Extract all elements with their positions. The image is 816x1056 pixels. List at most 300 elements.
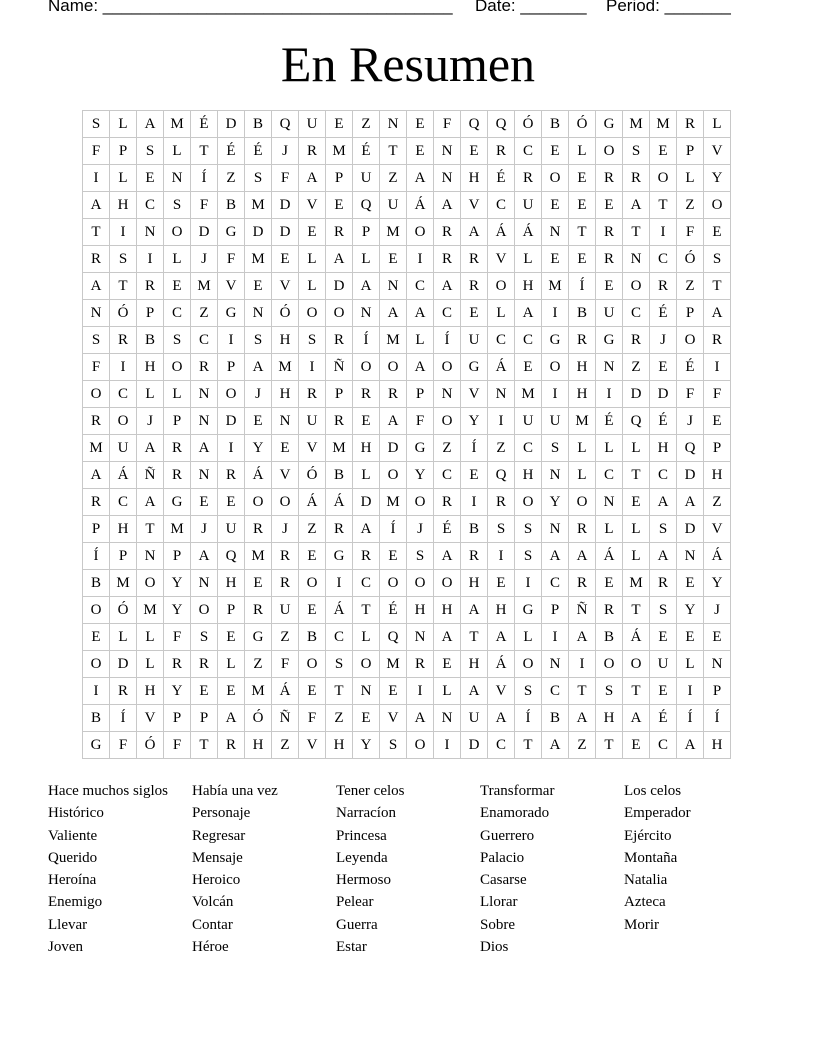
grid-cell[interactable]: N bbox=[434, 381, 461, 408]
grid-cell[interactable]: E bbox=[461, 138, 488, 165]
grid-cell[interactable]: D bbox=[326, 273, 353, 300]
grid-cell[interactable]: Ñ bbox=[326, 354, 353, 381]
grid-cell[interactable]: E bbox=[191, 678, 218, 705]
grid-cell[interactable]: V bbox=[380, 705, 407, 732]
grid-cell[interactable]: H bbox=[596, 705, 623, 732]
grid-cell[interactable]: C bbox=[596, 462, 623, 489]
grid-cell[interactable]: É bbox=[650, 705, 677, 732]
grid-cell[interactable]: O bbox=[299, 300, 326, 327]
grid-cell[interactable]: Y bbox=[407, 462, 434, 489]
grid-cell[interactable]: Ó bbox=[569, 111, 596, 138]
grid-cell[interactable]: Á bbox=[488, 219, 515, 246]
grid-cell[interactable]: É bbox=[650, 408, 677, 435]
grid-cell[interactable]: A bbox=[542, 543, 569, 570]
grid-cell[interactable]: B bbox=[83, 705, 110, 732]
grid-cell[interactable]: P bbox=[110, 543, 137, 570]
grid-cell[interactable]: J bbox=[677, 408, 704, 435]
grid-cell[interactable]: S bbox=[650, 597, 677, 624]
grid-cell[interactable]: Ó bbox=[110, 597, 137, 624]
grid-cell[interactable]: T bbox=[191, 138, 218, 165]
grid-cell[interactable]: U bbox=[110, 435, 137, 462]
grid-cell[interactable]: Z bbox=[623, 354, 650, 381]
grid-cell[interactable]: L bbox=[623, 543, 650, 570]
grid-cell[interactable]: V bbox=[704, 138, 731, 165]
grid-cell[interactable]: Z bbox=[218, 165, 245, 192]
grid-cell[interactable]: P bbox=[542, 597, 569, 624]
grid-cell[interactable]: N bbox=[434, 138, 461, 165]
grid-cell[interactable]: Q bbox=[488, 462, 515, 489]
grid-cell[interactable]: E bbox=[434, 651, 461, 678]
grid-cell[interactable]: E bbox=[272, 246, 299, 273]
grid-cell[interactable]: N bbox=[596, 354, 623, 381]
grid-cell[interactable]: I bbox=[650, 219, 677, 246]
period-field[interactable]: Period: _______ bbox=[606, 0, 731, 15]
grid-cell[interactable]: R bbox=[164, 462, 191, 489]
grid-cell[interactable]: N bbox=[245, 300, 272, 327]
grid-cell[interactable]: E bbox=[407, 111, 434, 138]
grid-cell[interactable]: P bbox=[326, 165, 353, 192]
grid-cell[interactable]: B bbox=[299, 624, 326, 651]
grid-cell[interactable]: Á bbox=[326, 489, 353, 516]
grid-cell[interactable]: A bbox=[326, 246, 353, 273]
grid-cell[interactable]: A bbox=[650, 543, 677, 570]
grid-cell[interactable]: A bbox=[380, 300, 407, 327]
grid-cell[interactable]: M bbox=[245, 543, 272, 570]
grid-cell[interactable]: P bbox=[218, 597, 245, 624]
grid-cell[interactable]: H bbox=[137, 678, 164, 705]
grid-cell[interactable]: M bbox=[191, 273, 218, 300]
grid-cell[interactable]: A bbox=[137, 489, 164, 516]
grid-cell[interactable]: R bbox=[650, 273, 677, 300]
grid-cell[interactable]: O bbox=[569, 489, 596, 516]
grid-cell[interactable]: M bbox=[245, 678, 272, 705]
grid-cell[interactable]: B bbox=[83, 570, 110, 597]
grid-cell[interactable]: L bbox=[515, 624, 542, 651]
grid-cell[interactable]: O bbox=[542, 354, 569, 381]
grid-cell[interactable]: A bbox=[353, 273, 380, 300]
grid-cell[interactable]: Ó bbox=[272, 300, 299, 327]
grid-cell[interactable]: E bbox=[542, 138, 569, 165]
grid-cell[interactable]: D bbox=[677, 462, 704, 489]
grid-cell[interactable]: E bbox=[677, 624, 704, 651]
grid-cell[interactable]: M bbox=[83, 435, 110, 462]
grid-cell[interactable]: Y bbox=[542, 489, 569, 516]
grid-cell[interactable]: O bbox=[191, 597, 218, 624]
grid-cell[interactable]: J bbox=[245, 381, 272, 408]
grid-cell[interactable]: R bbox=[434, 219, 461, 246]
grid-cell[interactable]: P bbox=[164, 408, 191, 435]
grid-cell[interactable]: C bbox=[434, 462, 461, 489]
grid-cell[interactable]: I bbox=[488, 408, 515, 435]
grid-cell[interactable]: A bbox=[461, 597, 488, 624]
grid-cell[interactable]: Q bbox=[677, 435, 704, 462]
grid-cell[interactable]: A bbox=[569, 705, 596, 732]
grid-cell[interactable]: I bbox=[677, 678, 704, 705]
grid-cell[interactable]: Á bbox=[407, 192, 434, 219]
grid-cell[interactable]: A bbox=[83, 273, 110, 300]
grid-cell[interactable]: E bbox=[704, 219, 731, 246]
grid-cell[interactable]: P bbox=[704, 435, 731, 462]
grid-cell[interactable]: P bbox=[83, 516, 110, 543]
grid-cell[interactable]: R bbox=[488, 489, 515, 516]
grid-cell[interactable]: I bbox=[83, 678, 110, 705]
grid-cell[interactable]: S bbox=[542, 435, 569, 462]
grid-cell[interactable]: V bbox=[218, 273, 245, 300]
grid-cell[interactable]: M bbox=[515, 381, 542, 408]
grid-cell[interactable]: J bbox=[272, 138, 299, 165]
grid-cell[interactable]: F bbox=[407, 408, 434, 435]
grid-cell[interactable]: M bbox=[326, 435, 353, 462]
grid-cell[interactable]: E bbox=[461, 462, 488, 489]
grid-cell[interactable]: A bbox=[407, 705, 434, 732]
grid-cell[interactable]: T bbox=[623, 219, 650, 246]
grid-cell[interactable]: E bbox=[650, 354, 677, 381]
grid-cell[interactable]: E bbox=[245, 408, 272, 435]
grid-cell[interactable]: Y bbox=[461, 408, 488, 435]
grid-cell[interactable]: P bbox=[164, 705, 191, 732]
grid-cell[interactable]: V bbox=[461, 192, 488, 219]
grid-cell[interactable]: O bbox=[596, 138, 623, 165]
grid-cell[interactable]: G bbox=[515, 597, 542, 624]
grid-cell[interactable]: B bbox=[542, 705, 569, 732]
grid-cell[interactable]: M bbox=[623, 111, 650, 138]
grid-cell[interactable]: S bbox=[164, 192, 191, 219]
grid-cell[interactable]: H bbox=[569, 354, 596, 381]
grid-cell[interactable]: S bbox=[407, 543, 434, 570]
grid-cell[interactable]: B bbox=[218, 192, 245, 219]
grid-cell[interactable]: E bbox=[380, 246, 407, 273]
grid-cell[interactable]: L bbox=[110, 165, 137, 192]
grid-cell[interactable]: O bbox=[623, 273, 650, 300]
grid-cell[interactable]: R bbox=[218, 732, 245, 759]
grid-cell[interactable]: Z bbox=[434, 435, 461, 462]
grid-cell[interactable]: H bbox=[569, 381, 596, 408]
grid-cell[interactable]: E bbox=[218, 678, 245, 705]
grid-cell[interactable]: A bbox=[83, 462, 110, 489]
grid-cell[interactable]: F bbox=[164, 732, 191, 759]
grid-cell[interactable]: S bbox=[245, 327, 272, 354]
grid-cell[interactable]: O bbox=[704, 192, 731, 219]
grid-cell[interactable]: E bbox=[299, 678, 326, 705]
grid-cell[interactable]: A bbox=[434, 543, 461, 570]
grid-cell[interactable]: H bbox=[461, 165, 488, 192]
grid-cell[interactable]: I bbox=[218, 435, 245, 462]
grid-cell[interactable]: T bbox=[704, 273, 731, 300]
grid-cell[interactable]: F bbox=[272, 165, 299, 192]
grid-cell[interactable]: M bbox=[272, 354, 299, 381]
grid-cell[interactable]: S bbox=[299, 327, 326, 354]
date-field[interactable]: Date: _______ bbox=[475, 0, 587, 15]
grid-cell[interactable]: A bbox=[623, 705, 650, 732]
grid-cell[interactable]: O bbox=[650, 165, 677, 192]
grid-cell[interactable]: E bbox=[569, 165, 596, 192]
grid-cell[interactable]: R bbox=[326, 408, 353, 435]
grid-cell[interactable]: R bbox=[461, 246, 488, 273]
grid-cell[interactable]: Ó bbox=[299, 462, 326, 489]
grid-cell[interactable]: G bbox=[596, 327, 623, 354]
grid-cell[interactable]: B bbox=[596, 624, 623, 651]
grid-cell[interactable]: R bbox=[326, 516, 353, 543]
grid-cell[interactable]: J bbox=[191, 516, 218, 543]
grid-cell[interactable]: N bbox=[380, 273, 407, 300]
grid-cell[interactable]: S bbox=[515, 516, 542, 543]
grid-cell[interactable]: A bbox=[380, 408, 407, 435]
grid-cell[interactable]: G bbox=[164, 489, 191, 516]
grid-cell[interactable]: C bbox=[542, 678, 569, 705]
grid-cell[interactable]: E bbox=[488, 570, 515, 597]
grid-cell[interactable]: O bbox=[623, 651, 650, 678]
grid-cell[interactable]: O bbox=[677, 327, 704, 354]
grid-cell[interactable]: L bbox=[569, 435, 596, 462]
grid-cell[interactable]: I bbox=[488, 543, 515, 570]
grid-cell[interactable]: E bbox=[245, 273, 272, 300]
grid-cell[interactable]: J bbox=[137, 408, 164, 435]
grid-cell[interactable]: O bbox=[137, 570, 164, 597]
grid-cell[interactable]: U bbox=[515, 192, 542, 219]
grid-cell[interactable]: I bbox=[326, 570, 353, 597]
grid-cell[interactable]: A bbox=[623, 192, 650, 219]
grid-cell[interactable]: F bbox=[218, 246, 245, 273]
grid-cell[interactable]: S bbox=[515, 543, 542, 570]
grid-cell[interactable]: A bbox=[704, 300, 731, 327]
grid-cell[interactable]: Q bbox=[353, 192, 380, 219]
grid-cell[interactable]: E bbox=[353, 408, 380, 435]
grid-cell[interactable]: R bbox=[569, 327, 596, 354]
grid-cell[interactable]: L bbox=[218, 651, 245, 678]
grid-cell[interactable]: G bbox=[596, 111, 623, 138]
grid-cell[interactable]: O bbox=[380, 354, 407, 381]
grid-cell[interactable]: R bbox=[83, 408, 110, 435]
name-field[interactable]: Name: _____________________________________ bbox=[48, 0, 453, 15]
grid-cell[interactable]: A bbox=[542, 732, 569, 759]
grid-cell[interactable]: N bbox=[191, 408, 218, 435]
grid-cell[interactable]: N bbox=[542, 462, 569, 489]
grid-cell[interactable]: O bbox=[380, 462, 407, 489]
grid-cell[interactable]: Z bbox=[488, 435, 515, 462]
grid-cell[interactable]: Á bbox=[110, 462, 137, 489]
grid-cell[interactable]: A bbox=[461, 219, 488, 246]
grid-cell[interactable]: A bbox=[434, 273, 461, 300]
grid-cell[interactable]: M bbox=[164, 516, 191, 543]
grid-cell[interactable]: I bbox=[434, 732, 461, 759]
grid-cell[interactable]: E bbox=[272, 435, 299, 462]
grid-cell[interactable]: D bbox=[623, 381, 650, 408]
grid-cell[interactable]: O bbox=[434, 408, 461, 435]
grid-cell[interactable]: E bbox=[326, 192, 353, 219]
grid-cell[interactable]: O bbox=[353, 354, 380, 381]
grid-cell[interactable]: R bbox=[704, 327, 731, 354]
grid-cell[interactable]: E bbox=[650, 678, 677, 705]
grid-cell[interactable]: N bbox=[137, 543, 164, 570]
grid-cell[interactable]: P bbox=[218, 354, 245, 381]
grid-cell[interactable]: I bbox=[542, 624, 569, 651]
grid-cell[interactable]: R bbox=[245, 597, 272, 624]
grid-cell[interactable]: B bbox=[245, 111, 272, 138]
grid-cell[interactable]: R bbox=[164, 435, 191, 462]
grid-cell[interactable]: É bbox=[596, 408, 623, 435]
grid-cell[interactable]: Q bbox=[218, 543, 245, 570]
grid-cell[interactable]: B bbox=[461, 516, 488, 543]
grid-cell[interactable]: R bbox=[623, 327, 650, 354]
grid-cell[interactable]: O bbox=[83, 381, 110, 408]
grid-cell[interactable]: Z bbox=[677, 273, 704, 300]
grid-cell[interactable]: Ó bbox=[245, 705, 272, 732]
grid-cell[interactable]: D bbox=[650, 381, 677, 408]
grid-cell[interactable]: Á bbox=[488, 651, 515, 678]
grid-cell[interactable]: L bbox=[488, 300, 515, 327]
grid-cell[interactable]: T bbox=[596, 732, 623, 759]
grid-cell[interactable]: A bbox=[488, 705, 515, 732]
grid-cell[interactable]: U bbox=[461, 327, 488, 354]
grid-cell[interactable]: O bbox=[164, 219, 191, 246]
grid-cell[interactable]: E bbox=[542, 246, 569, 273]
grid-cell[interactable]: Ñ bbox=[137, 462, 164, 489]
grid-cell[interactable]: R bbox=[83, 489, 110, 516]
grid-cell[interactable]: T bbox=[191, 732, 218, 759]
grid-cell[interactable]: C bbox=[110, 381, 137, 408]
grid-cell[interactable]: I bbox=[542, 381, 569, 408]
grid-cell[interactable]: R bbox=[596, 165, 623, 192]
grid-cell[interactable]: É bbox=[353, 138, 380, 165]
grid-cell[interactable]: A bbox=[137, 111, 164, 138]
grid-cell[interactable]: T bbox=[623, 597, 650, 624]
grid-cell[interactable]: M bbox=[245, 246, 272, 273]
grid-cell[interactable]: A bbox=[569, 624, 596, 651]
grid-cell[interactable]: Ñ bbox=[569, 597, 596, 624]
grid-cell[interactable]: E bbox=[596, 192, 623, 219]
grid-cell[interactable]: N bbox=[434, 705, 461, 732]
grid-cell[interactable]: O bbox=[596, 651, 623, 678]
grid-cell[interactable]: A bbox=[353, 516, 380, 543]
grid-cell[interactable]: O bbox=[245, 489, 272, 516]
grid-cell[interactable]: C bbox=[137, 192, 164, 219]
grid-cell[interactable]: R bbox=[596, 597, 623, 624]
grid-cell[interactable]: N bbox=[191, 570, 218, 597]
grid-cell[interactable]: J bbox=[650, 327, 677, 354]
grid-cell[interactable]: I bbox=[704, 354, 731, 381]
grid-cell[interactable]: U bbox=[299, 111, 326, 138]
grid-cell[interactable]: Z bbox=[272, 624, 299, 651]
grid-cell[interactable]: T bbox=[326, 678, 353, 705]
grid-cell[interactable]: H bbox=[272, 381, 299, 408]
grid-cell[interactable]: U bbox=[596, 300, 623, 327]
grid-cell[interactable]: U bbox=[515, 408, 542, 435]
grid-cell[interactable]: B bbox=[542, 111, 569, 138]
grid-cell[interactable]: L bbox=[164, 381, 191, 408]
grid-cell[interactable]: Z bbox=[677, 192, 704, 219]
grid-cell[interactable]: E bbox=[218, 624, 245, 651]
grid-cell[interactable]: S bbox=[515, 678, 542, 705]
grid-cell[interactable]: H bbox=[461, 651, 488, 678]
grid-cell[interactable]: S bbox=[191, 624, 218, 651]
grid-cell[interactable]: R bbox=[245, 516, 272, 543]
grid-cell[interactable]: L bbox=[353, 624, 380, 651]
grid-cell[interactable]: Z bbox=[191, 300, 218, 327]
grid-cell[interactable]: Í bbox=[353, 327, 380, 354]
grid-cell[interactable]: H bbox=[110, 192, 137, 219]
grid-cell[interactable]: E bbox=[596, 570, 623, 597]
grid-cell[interactable]: V bbox=[137, 705, 164, 732]
grid-cell[interactable]: U bbox=[272, 597, 299, 624]
grid-cell[interactable]: Q bbox=[461, 111, 488, 138]
grid-cell[interactable]: P bbox=[407, 381, 434, 408]
grid-cell[interactable]: E bbox=[191, 489, 218, 516]
grid-cell[interactable]: R bbox=[461, 543, 488, 570]
grid-cell[interactable]: N bbox=[623, 246, 650, 273]
grid-cell[interactable]: L bbox=[677, 651, 704, 678]
grid-cell[interactable]: G bbox=[83, 732, 110, 759]
grid-cell[interactable]: F bbox=[272, 651, 299, 678]
grid-cell[interactable]: L bbox=[353, 246, 380, 273]
grid-cell[interactable]: R bbox=[461, 273, 488, 300]
grid-cell[interactable]: H bbox=[407, 597, 434, 624]
grid-cell[interactable]: I bbox=[515, 570, 542, 597]
grid-cell[interactable]: Á bbox=[245, 462, 272, 489]
grid-cell[interactable]: A bbox=[299, 165, 326, 192]
grid-cell[interactable]: C bbox=[515, 138, 542, 165]
grid-cell[interactable]: A bbox=[461, 678, 488, 705]
grid-cell[interactable]: C bbox=[488, 327, 515, 354]
grid-cell[interactable]: N bbox=[164, 165, 191, 192]
grid-cell[interactable]: É bbox=[380, 597, 407, 624]
grid-cell[interactable]: H bbox=[110, 516, 137, 543]
grid-cell[interactable]: O bbox=[299, 651, 326, 678]
grid-cell[interactable]: S bbox=[110, 246, 137, 273]
grid-cell[interactable]: C bbox=[164, 300, 191, 327]
grid-cell[interactable]: I bbox=[110, 354, 137, 381]
grid-cell[interactable]: I bbox=[299, 354, 326, 381]
grid-cell[interactable]: G bbox=[326, 543, 353, 570]
grid-cell[interactable]: G bbox=[407, 435, 434, 462]
grid-cell[interactable]: O bbox=[407, 219, 434, 246]
grid-cell[interactable]: D bbox=[353, 489, 380, 516]
grid-cell[interactable]: V bbox=[488, 678, 515, 705]
grid-cell[interactable]: Á bbox=[596, 543, 623, 570]
grid-cell[interactable]: L bbox=[110, 624, 137, 651]
grid-cell[interactable]: F bbox=[191, 192, 218, 219]
grid-cell[interactable]: O bbox=[515, 651, 542, 678]
grid-cell[interactable]: G bbox=[218, 219, 245, 246]
grid-cell[interactable]: R bbox=[164, 651, 191, 678]
grid-cell[interactable]: L bbox=[623, 516, 650, 543]
grid-cell[interactable]: H bbox=[461, 570, 488, 597]
grid-cell[interactable]: C bbox=[515, 435, 542, 462]
grid-cell[interactable]: B bbox=[569, 300, 596, 327]
grid-cell[interactable]: J bbox=[407, 516, 434, 543]
grid-cell[interactable]: V bbox=[488, 246, 515, 273]
grid-cell[interactable]: N bbox=[191, 462, 218, 489]
grid-cell[interactable]: P bbox=[110, 138, 137, 165]
grid-cell[interactable]: A bbox=[434, 192, 461, 219]
grid-cell[interactable]: R bbox=[407, 651, 434, 678]
grid-cell[interactable]: P bbox=[164, 543, 191, 570]
grid-cell[interactable]: L bbox=[164, 138, 191, 165]
grid-cell[interactable]: E bbox=[164, 273, 191, 300]
grid-cell[interactable]: R bbox=[137, 273, 164, 300]
grid-cell[interactable]: N bbox=[407, 624, 434, 651]
grid-cell[interactable]: U bbox=[461, 705, 488, 732]
grid-cell[interactable]: A bbox=[515, 300, 542, 327]
grid-cell[interactable]: A bbox=[191, 435, 218, 462]
grid-cell[interactable]: O bbox=[353, 651, 380, 678]
grid-cell[interactable]: L bbox=[704, 111, 731, 138]
grid-cell[interactable]: H bbox=[245, 732, 272, 759]
grid-cell[interactable]: F bbox=[677, 381, 704, 408]
grid-cell[interactable]: B bbox=[326, 462, 353, 489]
grid-cell[interactable]: O bbox=[218, 381, 245, 408]
grid-cell[interactable]: Z bbox=[326, 705, 353, 732]
grid-cell[interactable]: O bbox=[407, 732, 434, 759]
